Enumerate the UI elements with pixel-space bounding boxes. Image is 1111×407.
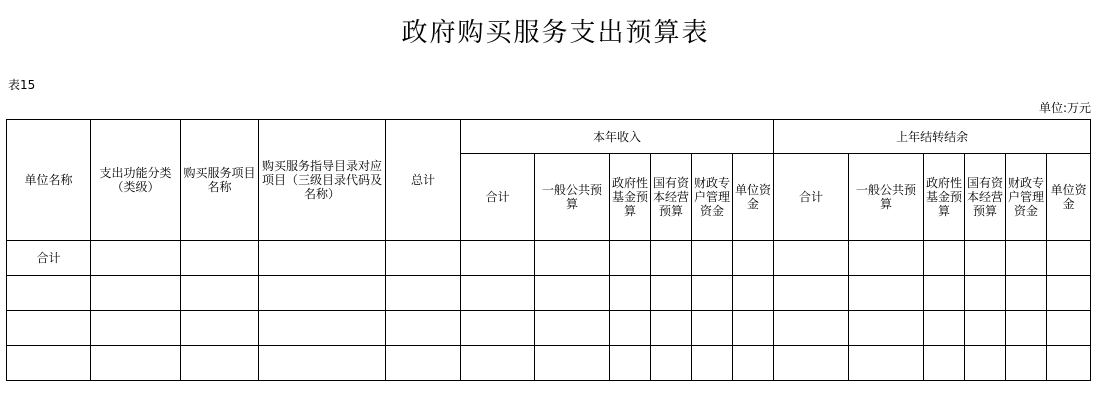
table-cell (849, 346, 924, 381)
header-row-groups (7, 120, 1091, 154)
table-cell (651, 276, 692, 311)
header-py-special-account-funds: 财政专户管理资金 (1006, 154, 1047, 241)
table-cell (924, 311, 965, 346)
table-cell (651, 241, 692, 276)
table-cell (1006, 311, 1047, 346)
table-cell (692, 276, 733, 311)
table-cell (1047, 241, 1091, 276)
table-cell (774, 276, 849, 311)
table-cell (1006, 346, 1047, 381)
table-cell (91, 346, 181, 381)
table-cell (535, 276, 610, 311)
table-cell (692, 241, 733, 276)
header-py-subtotal: 合计 (774, 154, 849, 241)
header-py-general-budget: 一般公共预算 (849, 154, 924, 241)
table-cell (181, 276, 259, 311)
table-cell (91, 276, 181, 311)
header-py-gov-fund-budget: 政府性基金预算 (924, 154, 965, 241)
table-cell (386, 311, 461, 346)
table-cell (733, 241, 774, 276)
table-row-total (7, 241, 1091, 276)
table-cell (733, 311, 774, 346)
unit-label: 单位:万元 (1038, 101, 1091, 115)
table-cell (181, 311, 259, 346)
table-cell (181, 346, 259, 381)
table-cell (535, 346, 610, 381)
header-cy-general-budget: 一般公共预算 (535, 154, 610, 241)
table-cell (386, 276, 461, 311)
table-cell (461, 276, 535, 311)
table-cell (651, 346, 692, 381)
table-cell (259, 346, 386, 381)
table-cell (774, 241, 849, 276)
table-cell (692, 311, 733, 346)
table-cell (849, 276, 924, 311)
table-cell (610, 276, 651, 311)
table-row (7, 346, 1091, 381)
table-cell (259, 311, 386, 346)
table-row (7, 311, 1091, 346)
header-py-state-capital-budget: 国有资本经营预算 (965, 154, 1006, 241)
header-total: 总计 (386, 120, 461, 241)
table-cell (965, 276, 1006, 311)
table-cell (1047, 311, 1091, 346)
table-cell (461, 346, 535, 381)
table-cell (1006, 276, 1047, 311)
table-cell (610, 346, 651, 381)
header-prior-year-carryover: 上年结转结余 (774, 120, 1091, 154)
table-cell (181, 241, 259, 276)
header-catalog-item: 购买服务指导目录对应项目（三级目录代码及名称） (259, 120, 386, 241)
budget-table (6, 119, 1091, 381)
table-cell (91, 241, 181, 276)
table-cell (386, 241, 461, 276)
table-cell (610, 311, 651, 346)
table-cell (535, 241, 610, 276)
table-cell (965, 346, 1006, 381)
header-cy-state-capital-budget: 国有资本经营预算 (651, 154, 692, 241)
table-cell (924, 346, 965, 381)
table-cell (965, 311, 1006, 346)
table-cell (1047, 276, 1091, 311)
table-cell (7, 276, 91, 311)
table-cell (849, 311, 924, 346)
header-cy-special-account-funds: 财政专户管理资金 (692, 154, 733, 241)
header-cy-unit-funds: 单位资金 (733, 154, 774, 241)
header-current-year-income: 本年收入 (461, 120, 774, 154)
header-function-class: 支出功能分类（类级） (91, 120, 181, 241)
header-cy-subtotal: 合计 (461, 154, 535, 241)
table-cell (259, 276, 386, 311)
table-cell (259, 241, 386, 276)
table-cell (7, 346, 91, 381)
total-row-label: 合计 (7, 241, 91, 276)
table-cell (774, 311, 849, 346)
table-cell (7, 311, 91, 346)
table-cell (733, 346, 774, 381)
table-cell (461, 241, 535, 276)
table-number: 表15 (8, 78, 36, 92)
table-cell (651, 311, 692, 346)
table-cell (386, 346, 461, 381)
table-cell (692, 346, 733, 381)
header-unit-name: 单位名称 (7, 120, 91, 241)
table-cell (924, 241, 965, 276)
page-title: 政府购买服务支出预算表 (401, 18, 710, 48)
table-cell (924, 276, 965, 311)
table-cell (91, 311, 181, 346)
table-cell (733, 276, 774, 311)
table-row (7, 276, 1091, 311)
table-cell (461, 311, 535, 346)
table-cell (1047, 346, 1091, 381)
table-cell (965, 241, 1006, 276)
header-cy-gov-fund-budget: 政府性基金预算 (610, 154, 651, 241)
table-cell (849, 241, 924, 276)
table-cell (774, 346, 849, 381)
header-service-item-name: 购买服务项目名称 (181, 120, 259, 241)
table-cell (1006, 241, 1047, 276)
header-py-unit-funds: 单位资金 (1047, 154, 1091, 241)
table-cell (535, 311, 610, 346)
table-cell (610, 241, 651, 276)
